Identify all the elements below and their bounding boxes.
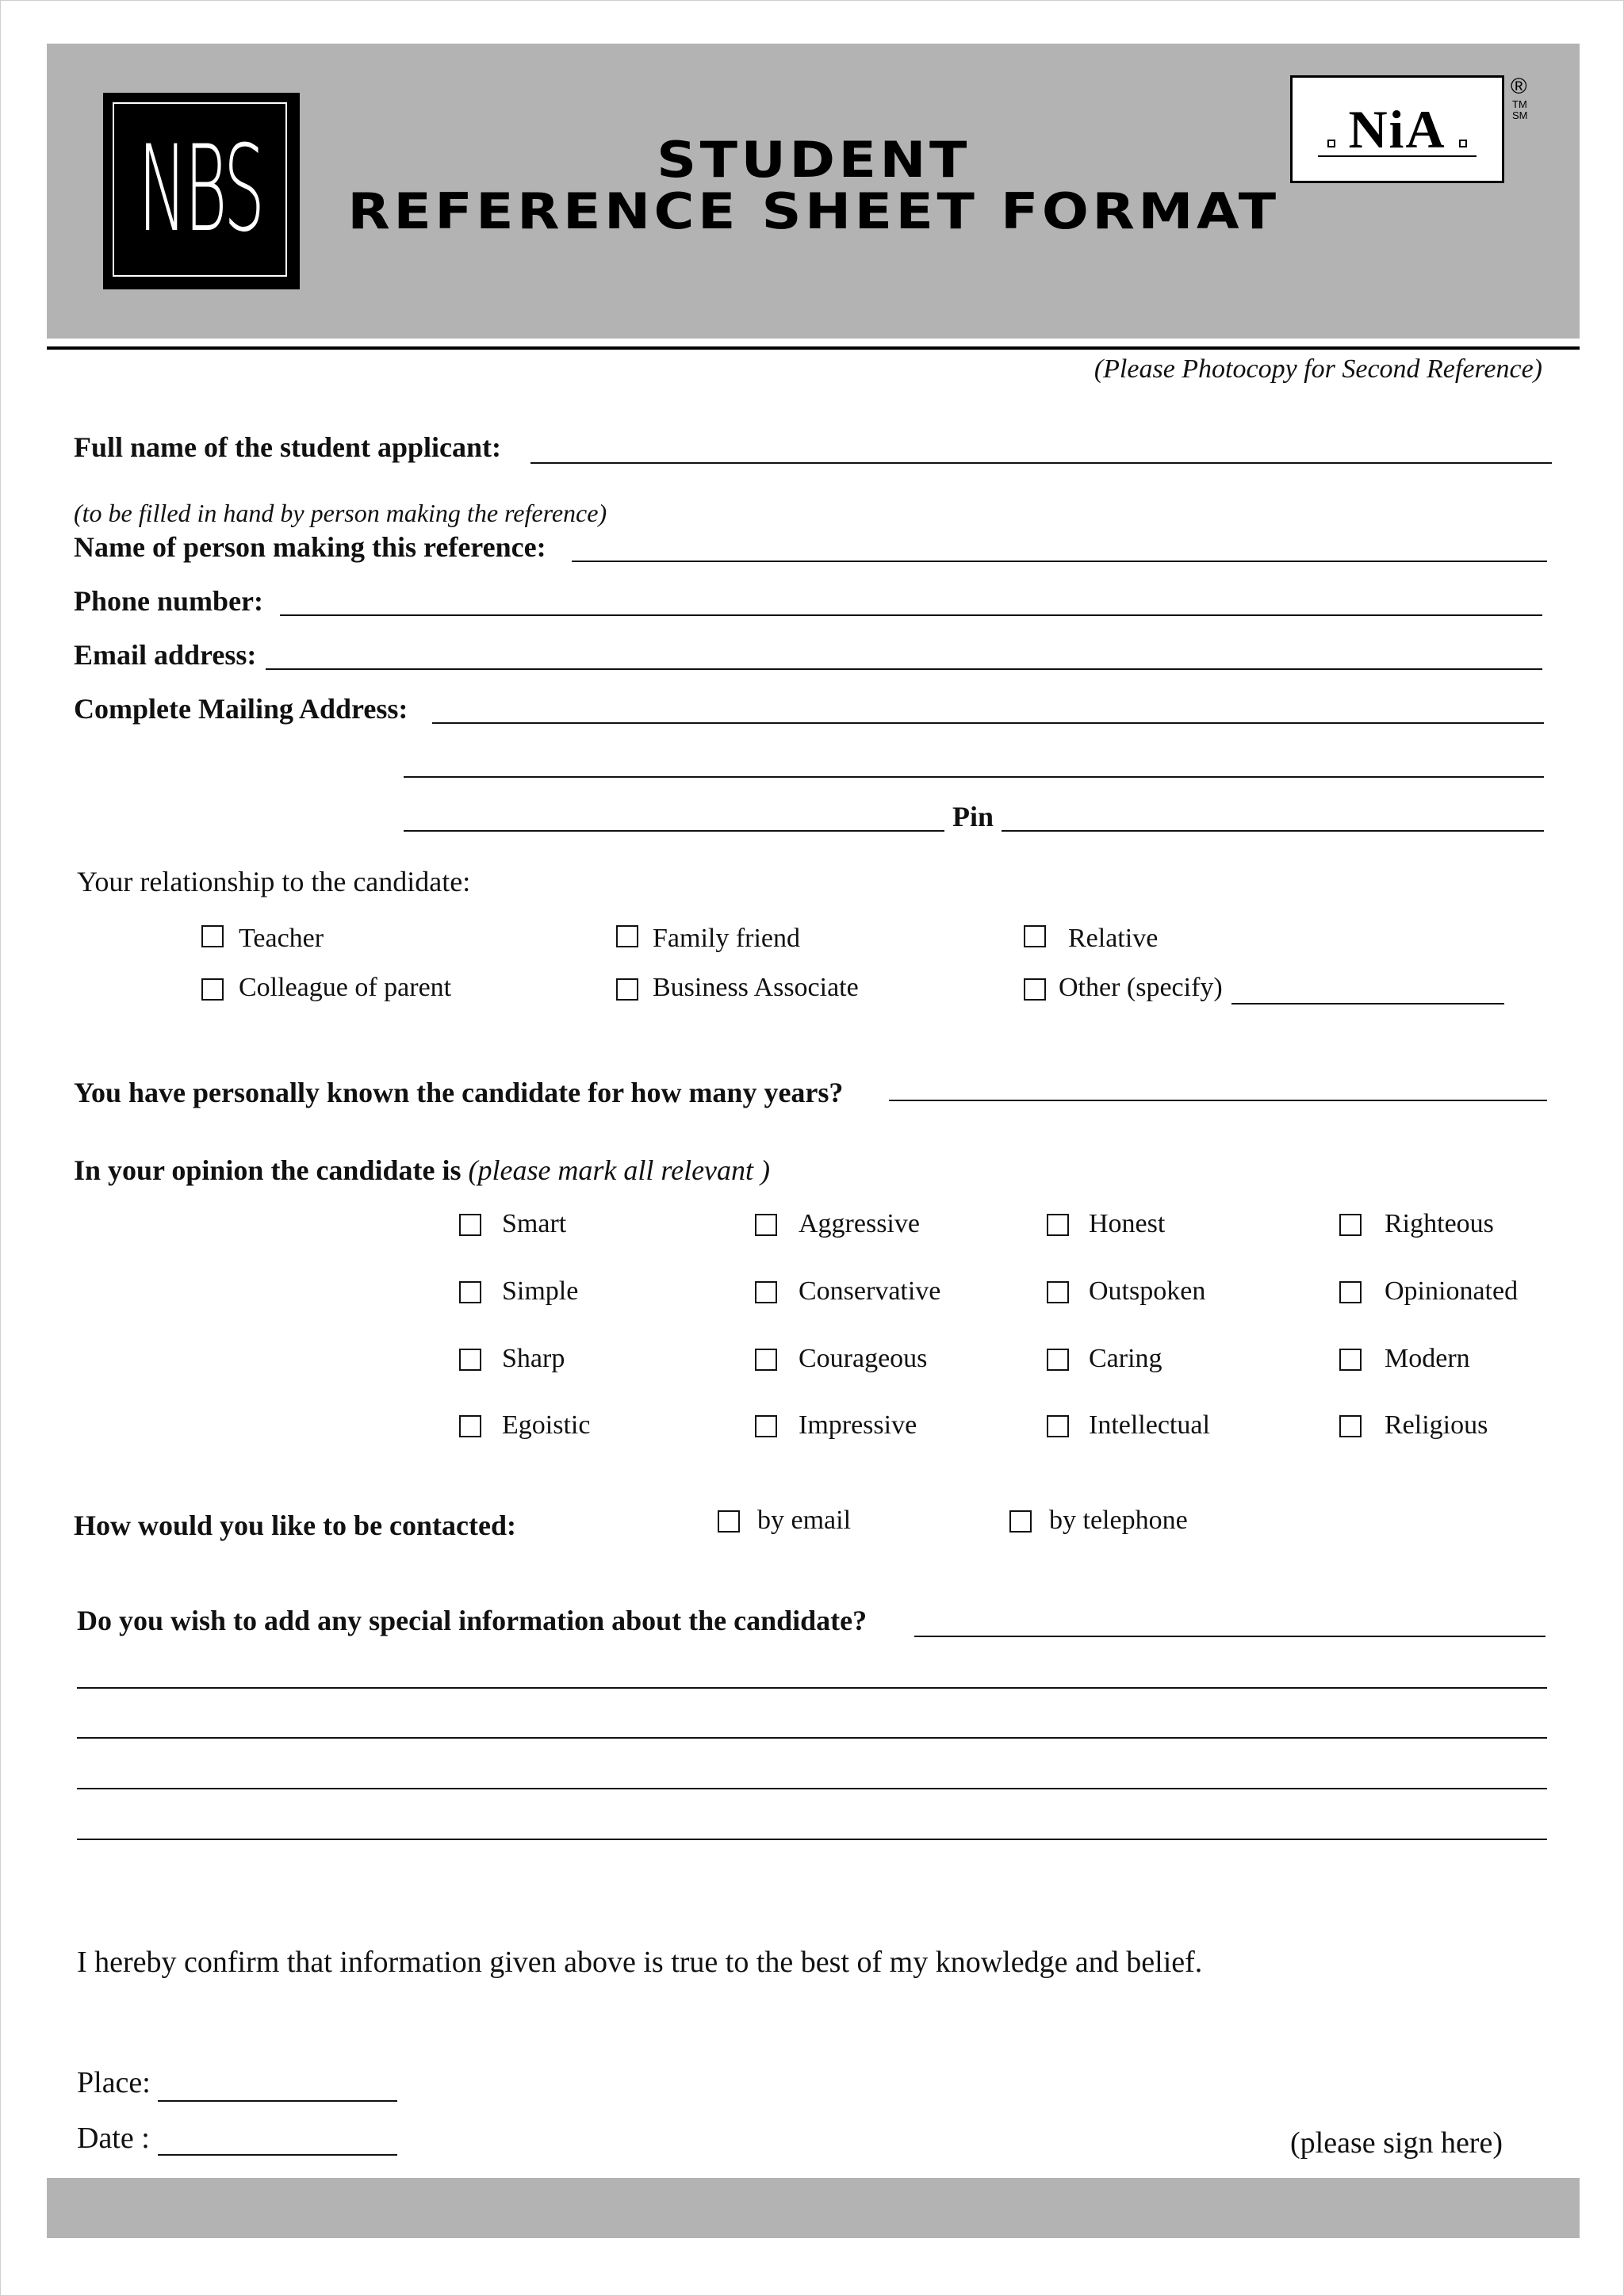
full-name-label: Full name of the student applicant: xyxy=(74,431,502,463)
phone-label: Phone number: xyxy=(74,585,264,617)
nia-square-right-icon xyxy=(1459,140,1467,147)
page-title xyxy=(318,131,1309,241)
option-religious: Religious xyxy=(1385,1410,1488,1440)
option-caring: Caring xyxy=(1089,1344,1162,1373)
date-label: Date : xyxy=(77,2122,150,2155)
checkbox-family-friend[interactable] xyxy=(616,925,638,947)
checkbox-opinionated[interactable] xyxy=(1339,1281,1362,1303)
reference-name-field[interactable] xyxy=(572,561,1547,562)
option-honest: Honest xyxy=(1089,1209,1166,1238)
option-impressive: Impressive xyxy=(799,1410,917,1440)
option-business-associate: Business Associate xyxy=(653,973,859,1002)
option-teacher: Teacher xyxy=(239,924,324,953)
option-modern: Modern xyxy=(1385,1344,1470,1373)
option-by-telephone: by telephone xyxy=(1049,1506,1188,1535)
nia-logo-text: NiA xyxy=(1348,99,1446,159)
checkbox-egoistic[interactable] xyxy=(459,1415,481,1437)
hand-note: (to be filled in hand by person making the reference) xyxy=(74,499,607,527)
option-egoistic: Egoistic xyxy=(502,1410,591,1440)
registered-mark: ® xyxy=(1511,74,1527,98)
checkbox-sharp[interactable] xyxy=(459,1349,481,1371)
option-aggressive: Aggressive xyxy=(799,1209,920,1238)
years-known-question: You have personally known the candidate for how many years? xyxy=(74,1077,844,1108)
opinion-question: In your opinion the candidate is xyxy=(74,1154,462,1186)
place-label: Place: xyxy=(77,2066,151,2099)
checkbox-honest[interactable] xyxy=(1047,1214,1069,1236)
option-other-specify: Other (specify) xyxy=(1059,973,1223,1002)
checkbox-simple[interactable] xyxy=(459,1281,481,1303)
checkbox-other[interactable] xyxy=(1024,978,1046,1001)
option-smart: Smart xyxy=(502,1209,567,1238)
checkbox-by-telephone[interactable] xyxy=(1009,1510,1032,1533)
option-relative: Relative xyxy=(1068,924,1159,953)
mailing-address-line-3[interactable] xyxy=(404,830,944,832)
checkbox-colleague-of-parent[interactable] xyxy=(201,978,224,1001)
years-known-field[interactable] xyxy=(889,1100,1547,1101)
checkbox-outspoken[interactable] xyxy=(1047,1281,1069,1303)
phone-field[interactable] xyxy=(280,614,1542,616)
checkbox-smart[interactable] xyxy=(459,1214,481,1236)
option-sharp: Sharp xyxy=(502,1344,565,1373)
mailing-address-line-2[interactable] xyxy=(404,776,1544,778)
special-info-line-2[interactable] xyxy=(77,1687,1547,1689)
checkbox-conservative[interactable] xyxy=(755,1281,777,1303)
date-field[interactable] xyxy=(158,2154,397,2156)
nbs-logo-text: NBS xyxy=(137,121,262,258)
nia-underline xyxy=(1318,155,1477,157)
header-divider xyxy=(47,346,1580,350)
checkbox-courageous[interactable] xyxy=(755,1349,777,1371)
nia-logo xyxy=(1290,75,1504,183)
title-line-2: REFERENCE SHEET FORMAT xyxy=(347,182,1280,241)
option-simple: Simple xyxy=(502,1276,579,1306)
option-opinionated: Opinionated xyxy=(1385,1276,1519,1306)
checkbox-caring[interactable] xyxy=(1047,1349,1069,1371)
special-info-line-4[interactable] xyxy=(77,1788,1547,1789)
pin-label: Pin xyxy=(952,801,994,832)
checkbox-modern[interactable] xyxy=(1339,1349,1362,1371)
option-intellectual: Intellectual xyxy=(1089,1410,1210,1440)
special-info-question: Do you wish to add any special information about the candidate? xyxy=(77,1605,868,1636)
option-conservative: Conservative xyxy=(799,1276,941,1306)
other-specify-field[interactable] xyxy=(1231,1003,1504,1004)
contact-question: How would you like to be contacted: xyxy=(74,1510,516,1541)
special-info-line-1[interactable] xyxy=(914,1636,1545,1637)
mailing-address-label: Complete Mailing Address: xyxy=(74,693,408,725)
footer-band xyxy=(47,2178,1580,2238)
checkbox-impressive[interactable] xyxy=(755,1415,777,1437)
checkbox-religious[interactable] xyxy=(1339,1415,1362,1437)
pin-field[interactable] xyxy=(1002,830,1544,832)
email-field[interactable] xyxy=(266,668,1542,670)
place-field[interactable] xyxy=(158,2100,397,2102)
special-info-line-3[interactable] xyxy=(77,1737,1547,1739)
sign-hint: (please sign here) xyxy=(1290,2126,1503,2160)
title-line-1: STUDENT xyxy=(657,131,971,189)
opinion-question-row xyxy=(74,1154,770,1187)
option-colleague-of-parent: Colleague of parent xyxy=(239,973,452,1002)
option-righteous: Righteous xyxy=(1385,1209,1494,1238)
full-name-field[interactable] xyxy=(530,462,1552,464)
checkbox-aggressive[interactable] xyxy=(755,1214,777,1236)
checkbox-business-associate[interactable] xyxy=(616,978,638,1001)
checkbox-righteous[interactable] xyxy=(1339,1214,1362,1236)
option-courageous: Courageous xyxy=(799,1344,928,1373)
checkbox-teacher[interactable] xyxy=(201,925,224,947)
reference-name-label: Name of person making this reference: xyxy=(74,531,546,563)
relationship-question: Your relationship to the candidate: xyxy=(77,866,471,897)
opinion-hint: (please mark all relevant ) xyxy=(468,1154,771,1186)
checkbox-relative[interactable] xyxy=(1024,925,1046,947)
photocopy-note: (Please Photocopy for Second Reference) xyxy=(1094,354,1542,384)
trademark-marks: TM SM xyxy=(1512,98,1528,121)
special-info-line-5[interactable] xyxy=(77,1839,1547,1840)
checkbox-intellectual[interactable] xyxy=(1047,1415,1069,1437)
mailing-address-line-1[interactable] xyxy=(432,722,1544,724)
option-by-email: by email xyxy=(757,1506,852,1535)
confirmation-statement: I hereby confirm that information given above is true to the best of my knowledge and belief. xyxy=(77,1946,1203,1979)
email-label: Email address: xyxy=(74,639,257,671)
checkbox-by-email[interactable] xyxy=(718,1510,740,1533)
option-family-friend: Family friend xyxy=(653,924,801,953)
option-outspoken: Outspoken xyxy=(1089,1276,1206,1306)
